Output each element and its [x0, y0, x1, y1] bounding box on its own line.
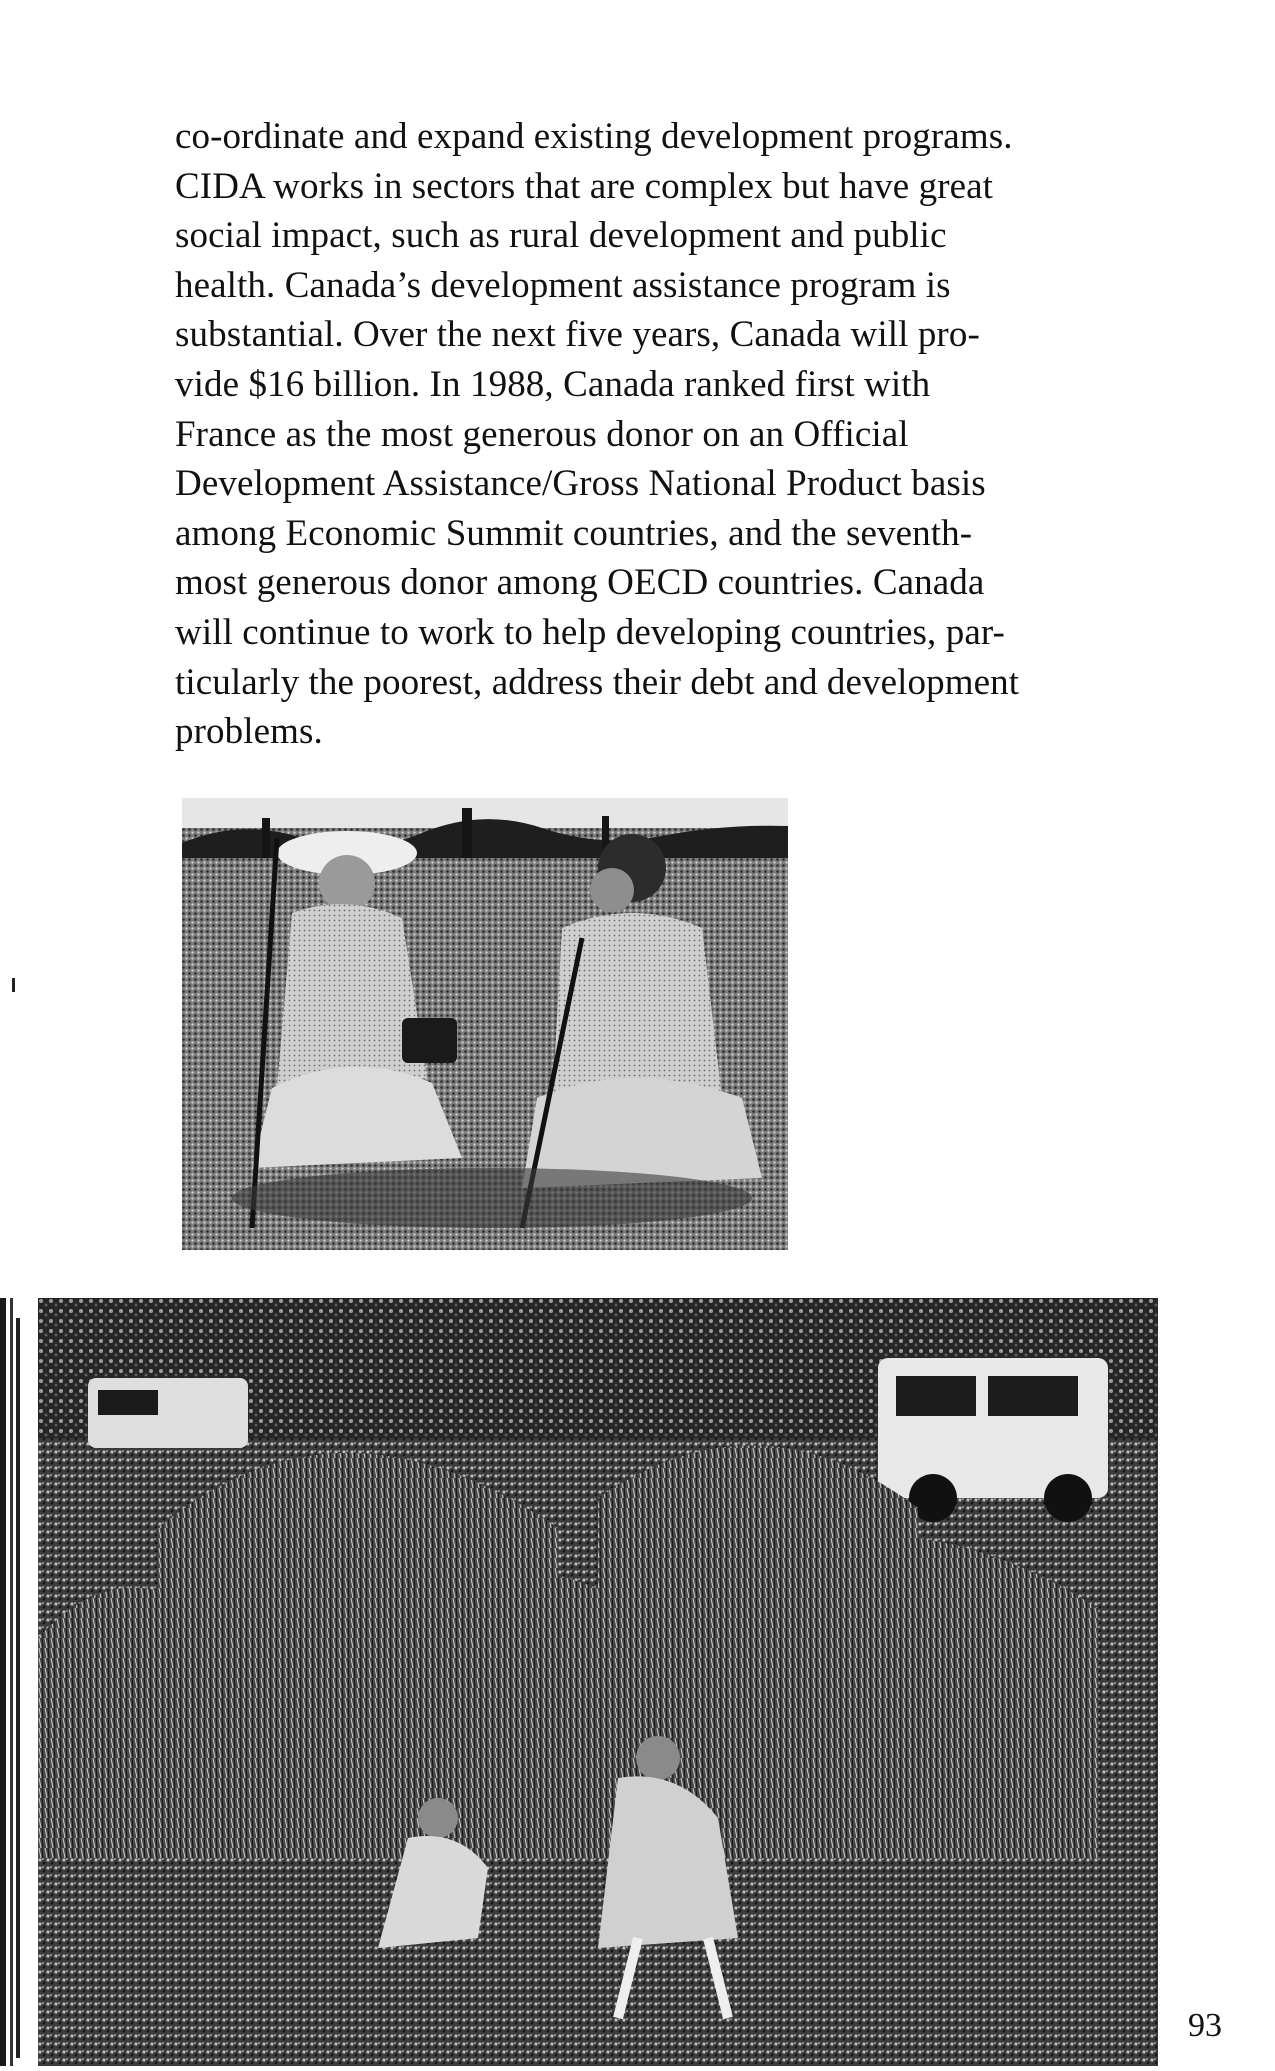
body-line: CIDA works in sectors that are complex but have great — [175, 165, 994, 207]
body-line: ticularly the poorest, address their debt and development — [175, 661, 1020, 703]
village-planting-illustration — [38, 1298, 1158, 2066]
body-line: problems. — [175, 711, 323, 753]
body-line: France as the most generous donor on an Official — [175, 413, 909, 455]
body-line: health. Canada’s development assistance program is — [175, 264, 951, 306]
body-line: most generous donor among OECD countries. Canada — [175, 562, 985, 604]
body-line: vide $16 billion. In 1988, Canada ranked first with — [175, 363, 931, 405]
body-line: social impact, such as rural development and public — [175, 215, 947, 257]
photo-field-survey — [182, 798, 788, 1250]
field-survey-illustration — [182, 798, 788, 1250]
body-line: co-ordinate and expand existing development programs. — [175, 116, 1013, 157]
body-line: substantial. Over the next five years, Canada will pro- — [175, 314, 980, 356]
body-line: will continue to work to help developing countries, par- — [175, 611, 1005, 653]
body-line: Development Assistance/Gross National Product basis — [175, 463, 986, 505]
scan-edge-artifact — [0, 1298, 22, 2066]
scan-artifact — [12, 978, 15, 992]
page-number: 93 — [1188, 2007, 1222, 2044]
photo-village-planting — [38, 1298, 1158, 2066]
body-line: among Economic Summit countries, and the seventh- — [175, 512, 973, 554]
body-paragraph — [175, 112, 1195, 757]
